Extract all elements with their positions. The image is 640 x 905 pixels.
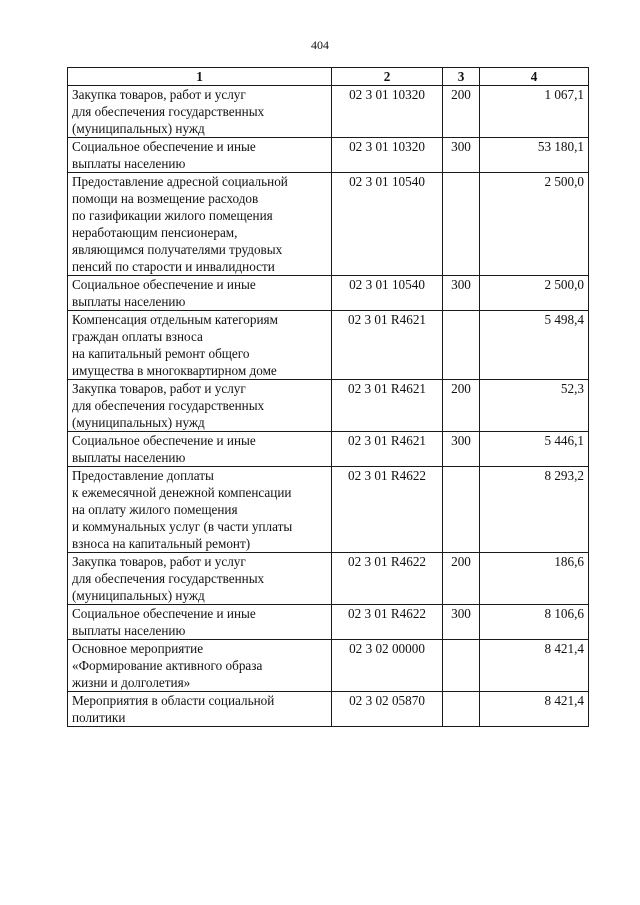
row-code: 02 3 01 10320 [332, 138, 443, 173]
row-name: Компенсация отдельным категориям граждан оплаты взноса на капитальный ремонт общего имущества в многоквартирном доме [68, 311, 332, 380]
row-type: 200 [443, 380, 480, 432]
row-name: Предоставление доплаты к ежемесячной денежной компенсации на оплату жилого помещения и коммунальных услуг (в части уплаты взноса на капитальный ремонт) [68, 467, 332, 553]
row-code: 02 3 02 00000 [332, 640, 443, 692]
row-code: 02 3 01 R4622 [332, 605, 443, 640]
table-row [68, 380, 589, 432]
row-amount: 5 446,1 [480, 432, 589, 467]
row-code: 02 3 01 10540 [332, 276, 443, 311]
row-amount: 186,6 [480, 553, 589, 605]
row-name: Основное мероприятие «Формирование активного образа жизни и долголетия» [68, 640, 332, 692]
row-code: 02 3 01 R4621 [332, 311, 443, 380]
row-amount: 2 500,0 [480, 276, 589, 311]
row-name: Закупка товаров, работ и услуг для обеспечения государственных (муниципальных) нужд [68, 86, 332, 138]
table-row [68, 276, 589, 311]
header-col-4: 4 [480, 68, 589, 86]
table-row [68, 553, 589, 605]
row-type [443, 640, 480, 692]
table-row [68, 86, 589, 138]
table-row [68, 640, 589, 692]
page-number: 404 [311, 38, 329, 52]
row-name: Закупка товаров, работ и услуг для обеспечения государственных (муниципальных) нужд [68, 380, 332, 432]
row-name: Закупка товаров, работ и услуг для обеспечения государственных (муниципальных) нужд [68, 553, 332, 605]
row-code: 02 3 02 05870 [332, 692, 443, 727]
row-name: Социальное обеспечение и иные выплаты населению [68, 138, 332, 173]
row-amount: 5 498,4 [480, 311, 589, 380]
row-code: 02 3 01 R4621 [332, 380, 443, 432]
row-type: 200 [443, 86, 480, 138]
row-amount: 53 180,1 [480, 138, 589, 173]
row-amount: 8 293,2 [480, 467, 589, 553]
row-amount: 1 067,1 [480, 86, 589, 138]
row-amount: 8 106,6 [480, 605, 589, 640]
row-name: Социальное обеспечение и иные выплаты населению [68, 276, 332, 311]
row-amount: 8 421,4 [480, 640, 589, 692]
row-name: Предоставление адресной социальной помощи на возмещение расходов по газификации жилого помещения неработающим пенсионерам, являющимся получателями трудовых пенсий по старости и инвалидности [68, 173, 332, 276]
row-name: Мероприятия в области социальной политики [68, 692, 332, 727]
row-name: Социальное обеспечение и иные выплаты населению [68, 605, 332, 640]
table-body [68, 86, 589, 727]
row-type [443, 692, 480, 727]
table-row [68, 432, 589, 467]
table-row [68, 311, 589, 380]
row-type: 200 [443, 553, 480, 605]
row-type [443, 173, 480, 276]
row-code: 02 3 01 R4621 [332, 432, 443, 467]
row-amount: 8 421,4 [480, 692, 589, 727]
table-row [68, 467, 589, 553]
row-code: 02 3 01 R4622 [332, 467, 443, 553]
row-code: 02 3 01 R4622 [332, 553, 443, 605]
header-row [68, 68, 589, 86]
row-type: 300 [443, 138, 480, 173]
budget-table [67, 67, 589, 727]
row-code: 02 3 01 10540 [332, 173, 443, 276]
row-amount: 2 500,0 [480, 173, 589, 276]
table-header [68, 68, 589, 86]
header-col-3: 3 [443, 68, 480, 86]
table-row [68, 138, 589, 173]
table-row [68, 173, 589, 276]
header-col-1: 1 [68, 68, 332, 86]
row-type [443, 467, 480, 553]
row-type: 300 [443, 276, 480, 311]
row-amount: 52,3 [480, 380, 589, 432]
row-type [443, 311, 480, 380]
table-row [68, 605, 589, 640]
row-name: Социальное обеспечение и иные выплаты населению [68, 432, 332, 467]
header-col-2: 2 [332, 68, 443, 86]
row-type: 300 [443, 432, 480, 467]
row-code: 02 3 01 10320 [332, 86, 443, 138]
table-row [68, 692, 589, 727]
row-type: 300 [443, 605, 480, 640]
